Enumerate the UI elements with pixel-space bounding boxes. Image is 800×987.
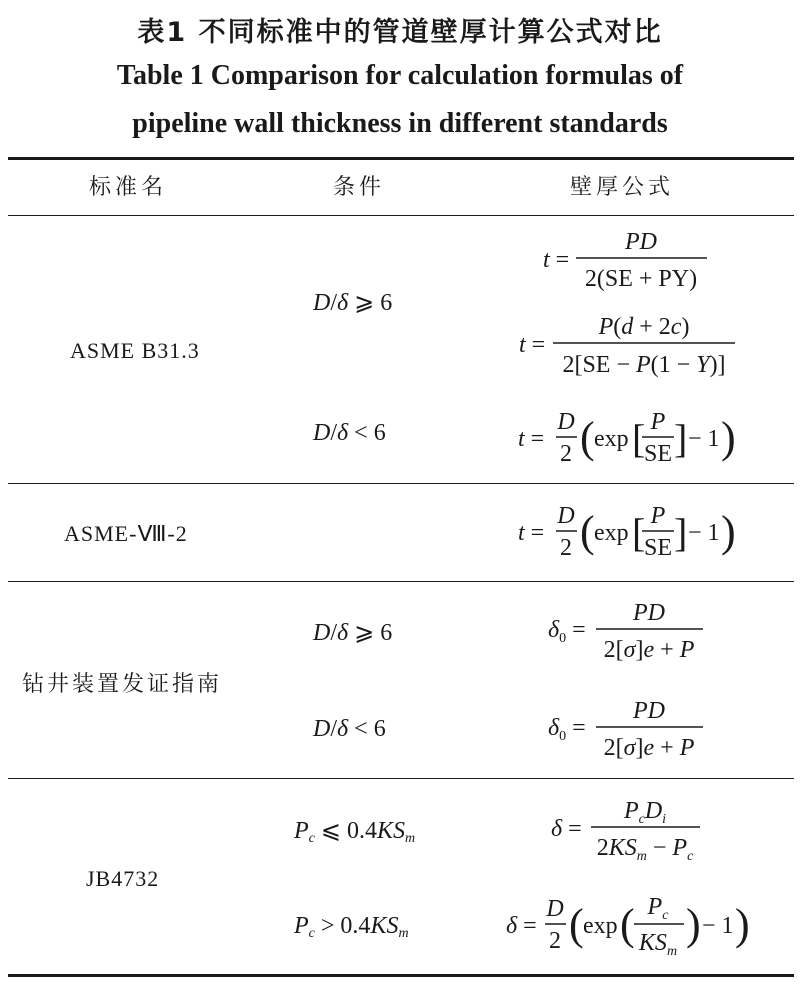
svg-text:t =: t =: [518, 520, 545, 546]
svg-text:SE: SE: [643, 535, 673, 561]
condition-drilling-1: D/δ ⩾ 6: [313, 620, 393, 646]
formula-asme-viii: [518, 503, 736, 561]
svg-text:(: (: [569, 900, 584, 949]
svg-text:): ): [721, 413, 736, 462]
svg-text:2: 2: [560, 441, 572, 467]
header-standard: 标准名: [89, 175, 168, 200]
svg-text:2(SE + PY): 2(SE + PY): [584, 266, 698, 292]
svg-text:PcDi: $P_cD_i$: [623, 798, 667, 827]
svg-text:[: [: [632, 510, 646, 555]
svg-text:2[σ]e + P: 2[σ]e + P: [603, 735, 695, 761]
svg-text:PD: PD: [633, 698, 665, 724]
svg-text:KSm: $KS_m$: [638, 930, 678, 959]
svg-text:2: 2: [549, 928, 561, 954]
header-formula: 壁厚公式: [570, 175, 675, 200]
table-title-chinese: 表1 不同标准中的管道壁厚计算公式对比: [137, 17, 663, 48]
header-condition: 条件: [333, 175, 386, 200]
svg-text:δ0 =: $\delta_0$ =: [548, 715, 586, 744]
svg-text:2: 2: [560, 535, 572, 561]
svg-text:D: D: [557, 503, 575, 529]
svg-text:[: [: [632, 416, 646, 461]
condition-jb4732-1: $P_c$ ⩽ $0.4KS_m$: [294, 818, 416, 846]
formula-asme-b313-1: [543, 229, 707, 292]
svg-text:− 1: − 1: [688, 520, 720, 546]
svg-text:]: ]: [674, 510, 688, 555]
formula-asme-b313-3: [518, 409, 736, 467]
formula-asme-b313-2: [519, 314, 735, 378]
formula-drilling-1: [548, 600, 703, 663]
formula-jb4732-1: [551, 798, 700, 864]
standard-asme-viii-2: ASME-Ⅷ-2: [64, 521, 188, 546]
svg-text:D: D: [557, 409, 575, 435]
svg-text:δ =: δ =: [506, 913, 537, 939]
standard-jb4732: JB4732: [86, 866, 160, 891]
svg-text:− 1: − 1: [688, 426, 720, 452]
svg-text:t =: t =: [518, 426, 545, 452]
svg-text:δ0 =: $\delta_0$ =: [548, 617, 586, 646]
svg-text:P(d + 2c): P(d + 2c): [598, 314, 690, 340]
svg-text:(: (: [620, 900, 635, 949]
svg-text:δ =: δ =: [551, 816, 582, 842]
condition-drilling-2: D/δ < 6: [313, 716, 386, 742]
table-title-english-line2: pipeline wall thickness in different standards: [132, 108, 668, 139]
svg-text:exp: exp: [583, 913, 618, 939]
condition-asme-b313-2: D/δ < 6: [313, 420, 386, 446]
svg-text:2[SE − P(1 − Y)]: 2[SE − P(1 − Y)]: [562, 352, 726, 378]
svg-text:Pc: $P_c$: [647, 894, 669, 923]
condition-asme-b313-1: D/δ ⩾ 6: [313, 290, 393, 316]
svg-text:2[σ]e + P: 2[σ]e + P: [603, 637, 695, 663]
formula-drilling-2: [548, 698, 703, 761]
svg-text:): ): [735, 900, 750, 949]
svg-text:2KSm − Pc: $2KS_m - P_c$: [596, 835, 694, 864]
svg-text:PD: PD: [633, 600, 665, 626]
svg-text:D: D: [546, 896, 564, 922]
svg-text:): ): [686, 900, 701, 949]
svg-text:]: ]: [674, 416, 688, 461]
svg-text:(: (: [580, 413, 595, 462]
svg-text:PD: PD: [625, 229, 657, 255]
svg-text:t =: t =: [519, 332, 546, 358]
standard-asme-b313: ASME B31.3: [70, 338, 200, 363]
standard-drilling-guide: 钻井装置发证指南: [22, 672, 223, 697]
formula-jb4732-2: [506, 894, 750, 959]
svg-text:exp: exp: [594, 426, 629, 452]
table-title-english-line1: Table 1 Comparison for calculation formulas of: [116, 60, 684, 91]
svg-text:): ): [721, 507, 736, 556]
condition-jb4732-2: $P_c > 0.4KS_m$: [294, 913, 409, 941]
svg-text:− 1: − 1: [702, 913, 734, 939]
svg-text:P: P: [650, 409, 666, 435]
svg-text:P: P: [650, 503, 666, 529]
svg-text:exp: exp: [594, 520, 629, 546]
svg-text:SE: SE: [643, 441, 673, 467]
svg-text:(: (: [580, 507, 595, 556]
svg-text:t =: t =: [543, 247, 570, 273]
